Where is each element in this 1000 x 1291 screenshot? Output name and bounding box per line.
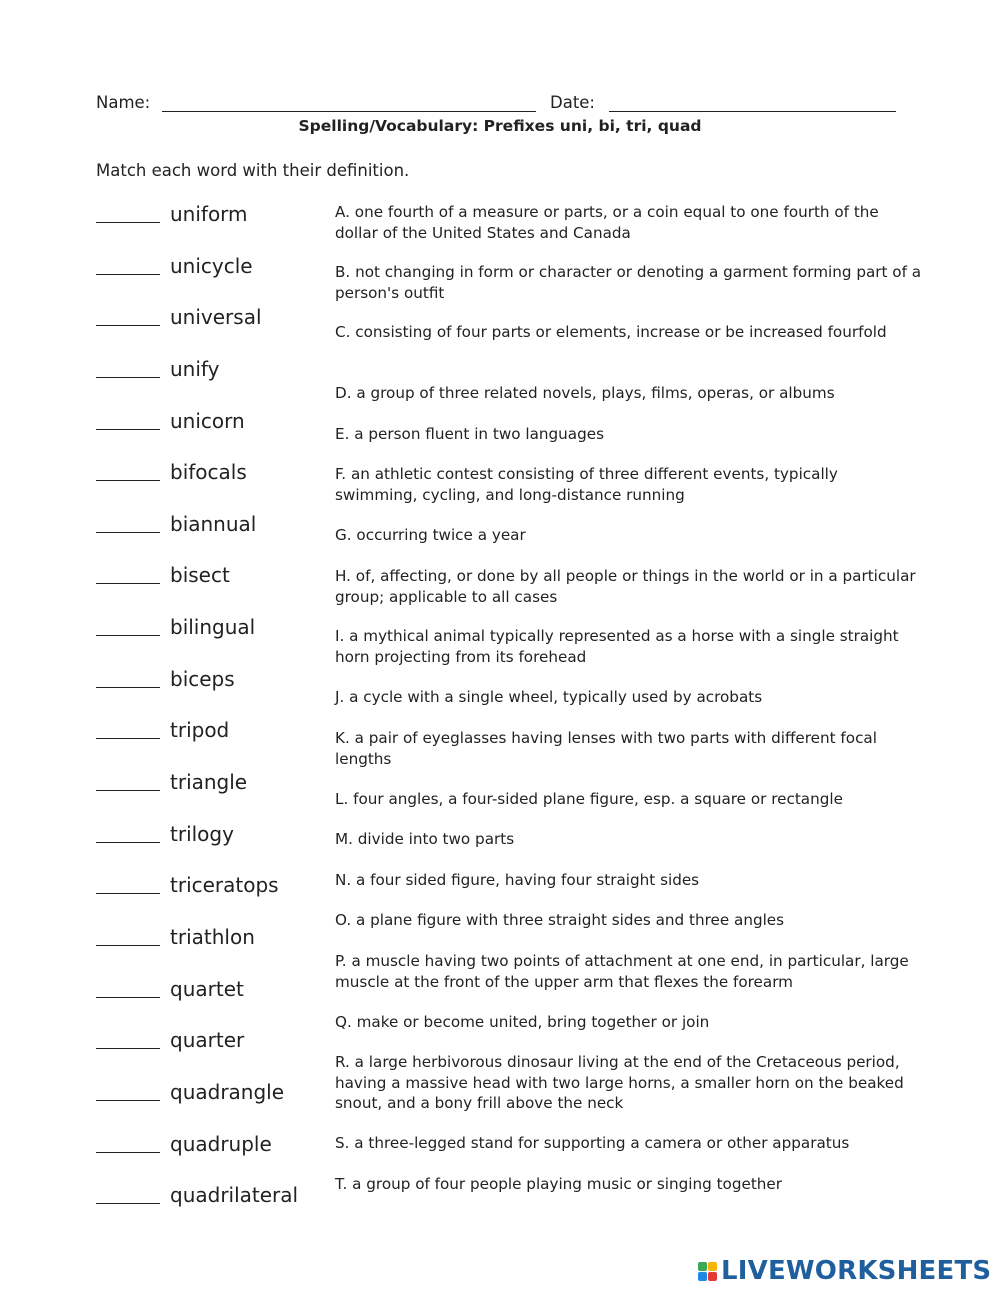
logo-square xyxy=(698,1272,707,1281)
definition-item: G. occurring twice a year xyxy=(335,526,526,544)
answer-blank[interactable] xyxy=(96,790,160,791)
vocab-word: biceps xyxy=(170,666,235,691)
word-row xyxy=(96,510,326,562)
word-row xyxy=(96,1026,326,1078)
word-row xyxy=(96,252,326,304)
answer-blank[interactable] xyxy=(96,325,160,326)
word-row xyxy=(96,561,326,613)
word-list xyxy=(96,200,326,1233)
definition-item: M. divide into two parts xyxy=(335,830,515,848)
word-row xyxy=(96,1181,326,1233)
word-row xyxy=(96,871,326,923)
answer-blank[interactable] xyxy=(96,893,160,894)
vocab-word: quadruple xyxy=(170,1131,272,1156)
word-row xyxy=(96,200,326,252)
definition-item: J. a cycle with a single wheel, typically used by acrobats xyxy=(335,688,763,706)
word-row xyxy=(96,665,326,717)
liveworksheets-logo xyxy=(698,1256,991,1286)
vocab-word: bisect xyxy=(170,563,230,588)
definition-item: A. one fourth of a measure or parts, or a coin equal to one fourth of the dollar of the United States and Canada xyxy=(335,203,879,242)
vocab-word: uniform xyxy=(170,202,248,226)
header-row xyxy=(96,93,896,117)
answer-blank[interactable] xyxy=(96,738,160,739)
logo-square xyxy=(698,1262,707,1271)
name-label: Name: xyxy=(96,93,151,112)
word-row xyxy=(96,458,326,510)
definition-item: H. of, affecting, or done by all people or things in the world or in a particular group; applicable to all cases xyxy=(335,567,916,606)
logo-square xyxy=(708,1272,717,1281)
answer-blank[interactable] xyxy=(96,687,160,688)
answer-blank[interactable] xyxy=(96,1152,160,1153)
word-row xyxy=(96,303,326,355)
definition-item: F. an athletic contest consisting of three different events, typically swimming, cycling, and long-distance running xyxy=(335,465,838,504)
name-input-line[interactable] xyxy=(162,111,536,112)
vocab-word: triangle xyxy=(170,770,248,795)
word-row xyxy=(96,716,326,768)
vocab-word: quadrilateral xyxy=(170,1183,299,1208)
answer-blank[interactable] xyxy=(96,583,160,584)
answer-blank[interactable] xyxy=(96,842,160,843)
answer-blank[interactable] xyxy=(96,1100,160,1101)
vocab-word: unicorn xyxy=(170,408,245,433)
definition-item: O. a plane figure with three straight sides and three angles xyxy=(335,911,785,929)
answer-blank[interactable] xyxy=(96,429,160,430)
answer-blank[interactable] xyxy=(96,1048,160,1049)
worksheet-title: Spelling/Vocabulary: Prefixes uni, bi, tri, quad xyxy=(298,117,702,135)
vocab-word: unicycle xyxy=(170,253,253,278)
word-row xyxy=(96,820,326,872)
logo-icon xyxy=(698,1262,717,1281)
definition-item: R. a large herbivorous dinosaur living at the end of the Cretaceous period, having a massive head with two large horns, a smaller horn on the beaked snout, and a bony frill above the neck xyxy=(335,1053,904,1112)
vocab-word: bifocals xyxy=(170,460,247,485)
vocab-word: quartet xyxy=(170,976,244,1001)
answer-blank[interactable] xyxy=(96,997,160,998)
definition-item: P. a muscle having two points of attachment at one end, in particular, large muscle at the front of the upper arm that flexes the forearm xyxy=(335,952,909,991)
word-row xyxy=(96,768,326,820)
word-row xyxy=(96,355,326,407)
definition-item: I. a mythical animal typically represented as a horse with a single straight horn projecting from its forehead xyxy=(335,627,899,666)
date-input-line[interactable] xyxy=(609,111,896,112)
answer-blank[interactable] xyxy=(96,1203,160,1204)
definition-item: S. a three-legged stand for supporting a camera or other apparatus xyxy=(335,1134,850,1152)
definition-item: B. not changing in form or character or denoting a garment forming part of a person's outfit xyxy=(335,263,922,302)
definition-item: K. a pair of eyeglasses having lenses with two parts with different focal lengths xyxy=(335,729,877,768)
word-row xyxy=(96,1078,326,1130)
vocab-word: triathlon xyxy=(170,924,255,949)
word-row xyxy=(96,923,326,975)
word-row xyxy=(96,975,326,1027)
answer-blank[interactable] xyxy=(96,532,160,533)
vocab-word: universal xyxy=(170,305,262,330)
definition-item: D. a group of three related novels, plays, films, operas, or albums xyxy=(335,384,835,402)
vocab-word: trilogy xyxy=(170,821,234,846)
answer-blank[interactable] xyxy=(96,945,160,946)
answer-blank[interactable] xyxy=(96,377,160,378)
answer-blank[interactable] xyxy=(96,480,160,481)
definition-item: E. a person fluent in two languages xyxy=(335,425,605,443)
answer-blank[interactable] xyxy=(96,635,160,636)
vocab-word: biannual xyxy=(170,511,257,536)
vocab-word: tripod xyxy=(170,718,230,743)
word-row xyxy=(96,613,326,665)
logo-text: LIVEWORKSHEETS xyxy=(721,1256,992,1286)
definition-item: C. consisting of four parts or elements, increase or be increased fourfold xyxy=(335,323,887,341)
answer-blank[interactable] xyxy=(96,274,160,275)
vocab-word: triceratops xyxy=(170,873,279,898)
instructions: Match each word with their definition. xyxy=(96,161,410,180)
answer-blank[interactable] xyxy=(96,222,160,223)
vocab-word: quadrangle xyxy=(170,1079,285,1104)
vocab-word: unify xyxy=(170,356,220,381)
date-label: Date: xyxy=(550,93,595,112)
definition-item: T. a group of four people playing music or singing together xyxy=(335,1175,782,1193)
definition-item: Q. make or become united, bring together or join xyxy=(335,1013,710,1031)
definition-item: N. a four sided figure, having four straight sides xyxy=(335,871,700,889)
vocab-word: quarter xyxy=(170,1028,245,1053)
vocab-word: bilingual xyxy=(170,615,256,640)
word-row xyxy=(96,407,326,459)
word-row xyxy=(96,1130,326,1182)
logo-square xyxy=(708,1262,717,1271)
definition-item: L. four angles, a four-sided plane figure, esp. a square or rectangle xyxy=(335,790,843,808)
